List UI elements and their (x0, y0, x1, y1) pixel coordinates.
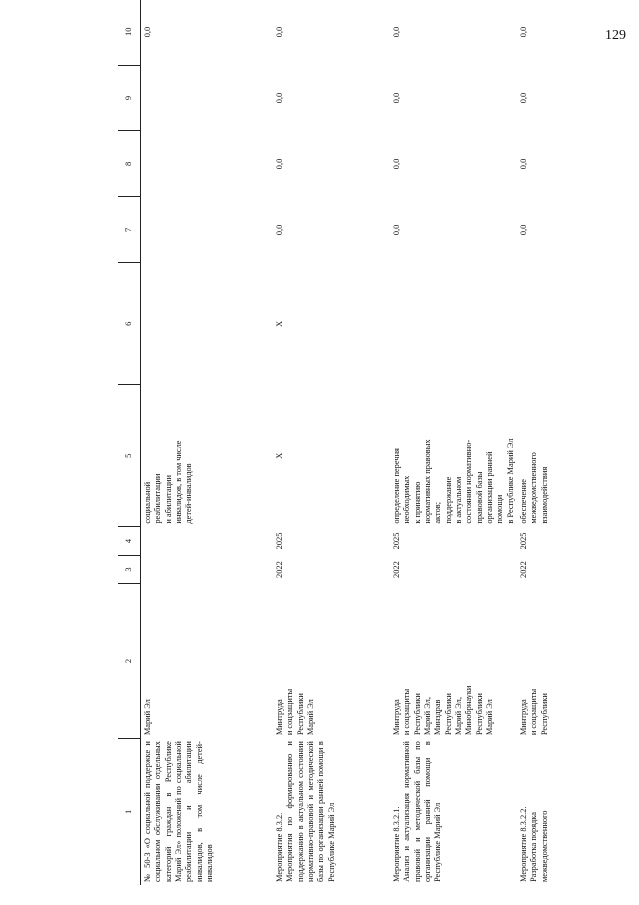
start-year: 2022 (392, 561, 401, 578)
responsible-executor: Минтруда и соцзащиты Республики Марий Эл, Минздрав Республики Марий Эл, Минобрнауки Республики Марий Эл (392, 685, 494, 736)
col-6-value: X (275, 320, 284, 327)
col-header-5: 5 (118, 385, 141, 527)
col-6-value (390, 263, 517, 385)
col-7-value (141, 197, 274, 263)
measure-name: № 50-З «О социальной поддержке и социальном обслуживании отдельных категорий граждан в Республике Марий Эл» положений по социальной реабилитации и абилитации инвалидов, в том числе детей-инвалидов (143, 741, 214, 882)
measure-name: Мероприятие 8.3.2.1. Анализ и актуализация нормативной правовой и методической базы по организации ранней помощи в Республике Марий Эл (392, 741, 443, 882)
col-header-2: 2 (118, 584, 141, 738)
col-7-value: 0,0 (392, 224, 401, 236)
col-header-8: 8 (118, 131, 141, 197)
col-8-value (141, 131, 274, 197)
start-year: 2022 (275, 561, 284, 578)
col-10-value: 0,0 (392, 26, 401, 38)
col-header-4: 4 (118, 527, 141, 556)
col-header-9: 9 (118, 65, 141, 131)
start-year (141, 555, 274, 584)
col-7-value: 0,0 (519, 224, 528, 236)
col-10-value: 0,0 (519, 26, 528, 38)
col-header-3: 3 (118, 555, 141, 584)
col-header-6: 6 (118, 263, 141, 385)
expected-result: обеспечение межведомственного взаимодействия (519, 452, 549, 524)
page-number: 129 (605, 28, 626, 43)
table-row (273, 0, 390, 885)
col-header-10: 10 (118, 0, 141, 65)
col-8-value: 0,0 (392, 158, 401, 170)
col-6-value (141, 263, 274, 385)
measure-name: Мероприятие 8.3.2. Мероприятия по формированию и поддержанию в актуальном состоянии нормативно-правовой и методической базы по организации ранней помощи в Республике Марий Эл (275, 741, 336, 882)
expected-result: определение перечня необходимых к принятию нормативных правовых актов; поддержание в актуальном состоянии нормативно- правовой базы организации ранней помощи в Республике Марий Эл (392, 438, 515, 524)
table-row (390, 0, 517, 885)
start-year: 2022 (519, 561, 528, 578)
col-9-value: 0,0 (275, 92, 284, 104)
end-year: 2025 (392, 532, 401, 550)
responsible-executor: Минтруда и соцзащиты Республики Марий Эл (275, 688, 315, 736)
col-7-value: 0,0 (275, 224, 284, 236)
expected-result: социальной реабилитации и абилитации инвалидов, в том числе детей-инвалидов (143, 440, 194, 524)
col-8-value: 0,0 (275, 158, 284, 170)
program-measures-table (118, 0, 579, 885)
measure-name: Мероприятие 8.3.2.2. Разработка порядка межведомственного (519, 806, 549, 882)
col-6-value (517, 263, 579, 385)
col-9-value: 0,0 (392, 92, 401, 104)
column-number-header (118, 0, 141, 885)
table-row (517, 0, 579, 885)
responsible-executor: Марий Эл (143, 699, 152, 736)
responsible-executor: Минтруда и соцзащиты Республики (519, 688, 549, 736)
end-year: 2025 (519, 532, 528, 550)
col-header-7: 7 (118, 197, 141, 263)
col-10-value: 0,0 (275, 26, 284, 38)
col-9-value (141, 65, 274, 131)
col-10-value: 0,0 (143, 26, 152, 38)
col-8-value: 0,0 (519, 158, 528, 170)
end-year (141, 527, 274, 556)
table-row (141, 0, 274, 885)
col-header-1: 1 (118, 738, 141, 885)
rotated-table-sheet (118, 0, 578, 885)
expected-result: X (275, 452, 284, 459)
col-9-value: 0,0 (519, 92, 528, 104)
end-year: 2025 (275, 532, 284, 550)
